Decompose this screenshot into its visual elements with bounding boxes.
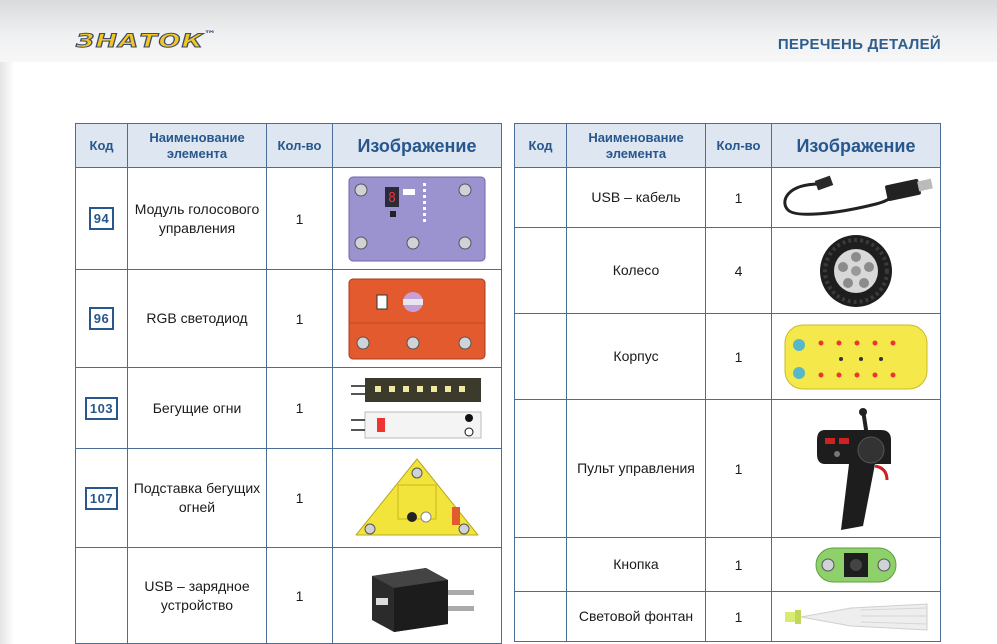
table-row — [515, 400, 941, 538]
col-header-code: Код — [515, 124, 567, 168]
page-title: ПЕРЕЧЕНЬ ДЕТАЛЕЙ — [777, 36, 941, 53]
qty-cell: 1 — [267, 168, 333, 270]
name-cell: Кнопка — [567, 538, 706, 592]
table-row — [515, 538, 941, 592]
code-cell — [76, 548, 128, 644]
qty-cell: 1 — [267, 449, 333, 548]
body-icon — [781, 319, 931, 395]
image-cell — [772, 228, 941, 314]
name-cell: Подставка бегущих огней — [128, 449, 267, 548]
code-cell — [76, 168, 128, 270]
page-edge-shadow — [0, 62, 14, 644]
name-cell: USB – кабель — [567, 168, 706, 228]
table-row — [76, 449, 502, 548]
qty-cell: 1 — [267, 548, 333, 644]
table-row — [515, 592, 941, 642]
code-cell — [515, 228, 567, 314]
image-cell — [333, 449, 502, 548]
wheel-icon — [818, 233, 894, 309]
col-header-qty: Кол-во — [267, 124, 333, 168]
code-cell — [515, 400, 567, 538]
qty-cell: 1 — [706, 538, 772, 592]
qty-cell: 1 — [706, 314, 772, 400]
code-badge: 107 — [85, 487, 118, 510]
lights-stand-icon — [352, 455, 482, 541]
image-cell — [772, 538, 941, 592]
remote-control-icon — [811, 406, 901, 532]
code-cell — [515, 538, 567, 592]
name-cell: Световой фонтан — [567, 592, 706, 642]
image-cell — [772, 400, 941, 538]
usb-cable-icon — [776, 174, 936, 222]
qty-cell: 1 — [706, 168, 772, 228]
light-fountain-icon — [781, 602, 931, 632]
table-row — [76, 270, 502, 368]
table-row — [76, 548, 502, 644]
col-header-name: Наименование элемента — [567, 124, 706, 168]
table-row — [515, 314, 941, 400]
qty-cell: 1 — [267, 270, 333, 368]
parts-table-right — [514, 123, 941, 642]
image-cell — [333, 548, 502, 644]
page-header — [0, 0, 997, 62]
qty-cell: 1 — [706, 592, 772, 642]
svg-text:8: 8 — [388, 190, 396, 206]
name-cell: Бегущие огни — [128, 368, 267, 449]
name-cell: Модуль голосового управления — [128, 168, 267, 270]
button-icon — [814, 546, 898, 584]
trademark-sign: ™ — [203, 30, 218, 40]
table-header-row — [76, 124, 502, 168]
qty-cell: 1 — [706, 400, 772, 538]
rgb-led-icon — [347, 277, 487, 361]
name-cell: USB – зарядное устройство — [128, 548, 267, 644]
image-cell — [772, 592, 941, 642]
table-header-row — [515, 124, 941, 168]
image-cell — [333, 270, 502, 368]
image-cell — [772, 314, 941, 400]
code-cell — [515, 592, 567, 642]
name-cell: RGB светодиод — [128, 270, 267, 368]
name-cell: Корпус — [567, 314, 706, 400]
col-header-qty: Кол-во — [706, 124, 772, 168]
parts-table-left — [75, 123, 502, 644]
code-badge: 103 — [85, 397, 118, 420]
code-cell — [515, 168, 567, 228]
col-header-code: Код — [76, 124, 128, 168]
qty-cell: 4 — [706, 228, 772, 314]
name-cell: Колесо — [567, 228, 706, 314]
code-badge: 96 — [89, 307, 114, 330]
brand-logo — [76, 30, 217, 52]
image-cell — [333, 368, 502, 449]
usb-charger-icon — [352, 558, 482, 634]
brand-logo-text: ЗНАТОК — [76, 30, 204, 52]
code-cell — [76, 270, 128, 368]
name-cell: Пульт управления — [567, 400, 706, 538]
code-badge: 94 — [89, 207, 114, 230]
table-row — [76, 368, 502, 449]
table-row — [515, 168, 941, 228]
image-cell — [772, 168, 941, 228]
running-lights-icon — [347, 374, 487, 442]
table-row — [76, 168, 502, 270]
col-header-name: Наименование элемента — [128, 124, 267, 168]
code-cell — [76, 449, 128, 548]
col-header-image: Изображение — [772, 124, 941, 168]
col-header-image: Изображение — [333, 124, 502, 168]
image-cell — [333, 168, 502, 270]
voice-module-icon — [347, 175, 487, 263]
qty-cell: 1 — [267, 368, 333, 449]
table-row — [515, 228, 941, 314]
code-cell — [515, 314, 567, 400]
code-cell — [76, 368, 128, 449]
